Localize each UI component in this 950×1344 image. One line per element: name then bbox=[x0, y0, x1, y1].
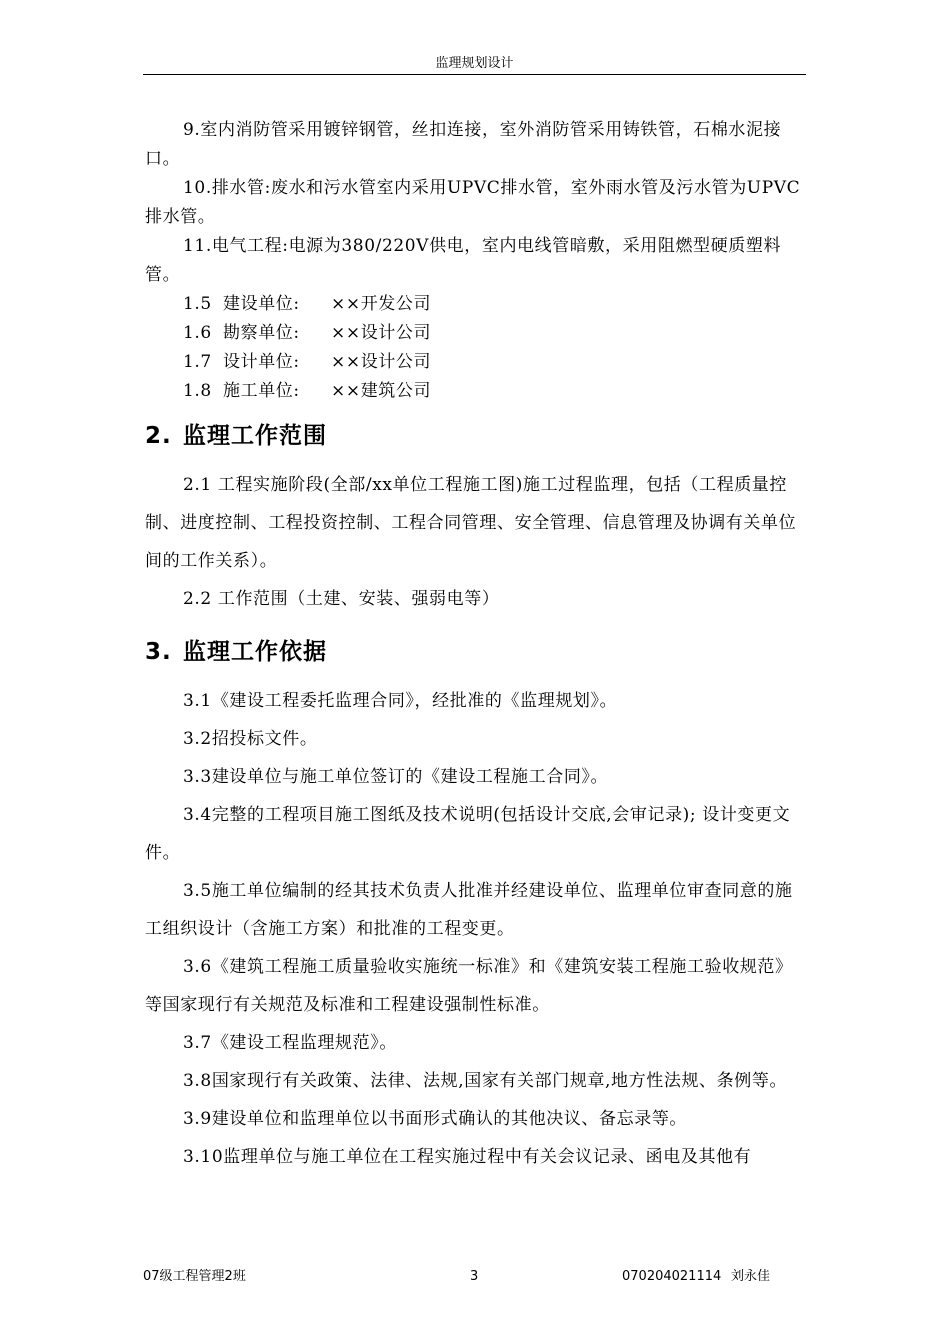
unit-item: 1.7 设计单位: ××设计公司 bbox=[183, 352, 432, 372]
page-header-title: 监理规划设计 bbox=[435, 56, 514, 71]
footer-student-name: 刘永佳 bbox=[731, 1269, 771, 1284]
paragraph-electrical: 11.电气工程:电源为380/220V供电，室内电线管暗敷，采用阻燃型硬质塑料管。 bbox=[145, 236, 782, 285]
header-divider bbox=[143, 74, 806, 75]
paragraph-2-1: 2.1 工程实施阶段(全部/xx单位工程施工图)施工过程监理，包括（工程质量控制、进度控制、工程投资控制、工程合同管理、安全管理、信息管理及协调有关单位间的工作关系）。 bbox=[145, 475, 797, 571]
paragraph-3-9: 3.9建设单位和监理单位以书面形式确认的其他决议、备忘录等。 bbox=[183, 1109, 688, 1129]
document-body bbox=[145, 116, 810, 1176]
paragraph-3-10: 3.10监理单位与施工单位在工程实施过程中有关会议记录、函电及其他有 bbox=[183, 1147, 752, 1167]
paragraph-3-6: 3.6《建筑工程施工质量验收实施统一标准》和《建筑安装工程施工验收规范》等国家现行有关规范及标准和工程建设强制性标准。 bbox=[145, 957, 793, 1015]
paragraph-drain-pipe: 10.排水管:废水和污水管室内采用UPVC排水管，室外雨水管及污水管为UPVC排水管。 bbox=[145, 178, 801, 227]
paragraph-3-4: 3.4完整的工程项目施工图纸及技术说明(包括设计交底,会审记录); 设计变更文件。 bbox=[145, 805, 791, 863]
paragraph-fire-pipe: 9.室内消防管采用镀锌钢管，丝扣连接，室外消防管采用铸铁管，石棉水泥接口。 bbox=[145, 120, 782, 169]
section-3-heading: 3. 监理工作依据 bbox=[145, 639, 327, 665]
paragraph-3-2: 3.2招投标文件。 bbox=[183, 729, 318, 749]
paragraph-3-7: 3.7《建设工程监理规范》。 bbox=[183, 1033, 397, 1053]
paragraph-3-8: 3.8国家现行有关政策、法律、法规,国家有关部门规章,地方性法规、条例等。 bbox=[183, 1071, 788, 1091]
unit-item: 1.6 勘察单位: ××设计公司 bbox=[183, 323, 432, 343]
footer-page-number: 3 bbox=[470, 1269, 479, 1284]
footer-class-name: 07级工程管理2班 bbox=[143, 1269, 246, 1284]
paragraph-2-2: 2.2 工作范围（土建、安装、强弱电等） bbox=[183, 589, 500, 609]
section-2-heading: 2. 监理工作范围 bbox=[145, 423, 327, 449]
unit-item: 1.8 施工单位: ××建筑公司 bbox=[183, 381, 432, 401]
paragraph-3-3: 3.3建设单位与施工单位签订的《建设工程施工合同》。 bbox=[183, 767, 609, 787]
paragraph-3-1: 3.1《建设工程委托监理合同》，经批准的《监理规划》。 bbox=[183, 691, 618, 711]
paragraph-3-5: 3.5施工单位编制的经其技术负责人批准并经建设单位、监理单位审查同意的施工组织设计（含施工方案）和批准的工程变更。 bbox=[145, 881, 793, 939]
footer-student-id: 070204021114 bbox=[622, 1269, 722, 1284]
unit-item: 1.5 建设单位: ××开发公司 bbox=[183, 294, 432, 314]
